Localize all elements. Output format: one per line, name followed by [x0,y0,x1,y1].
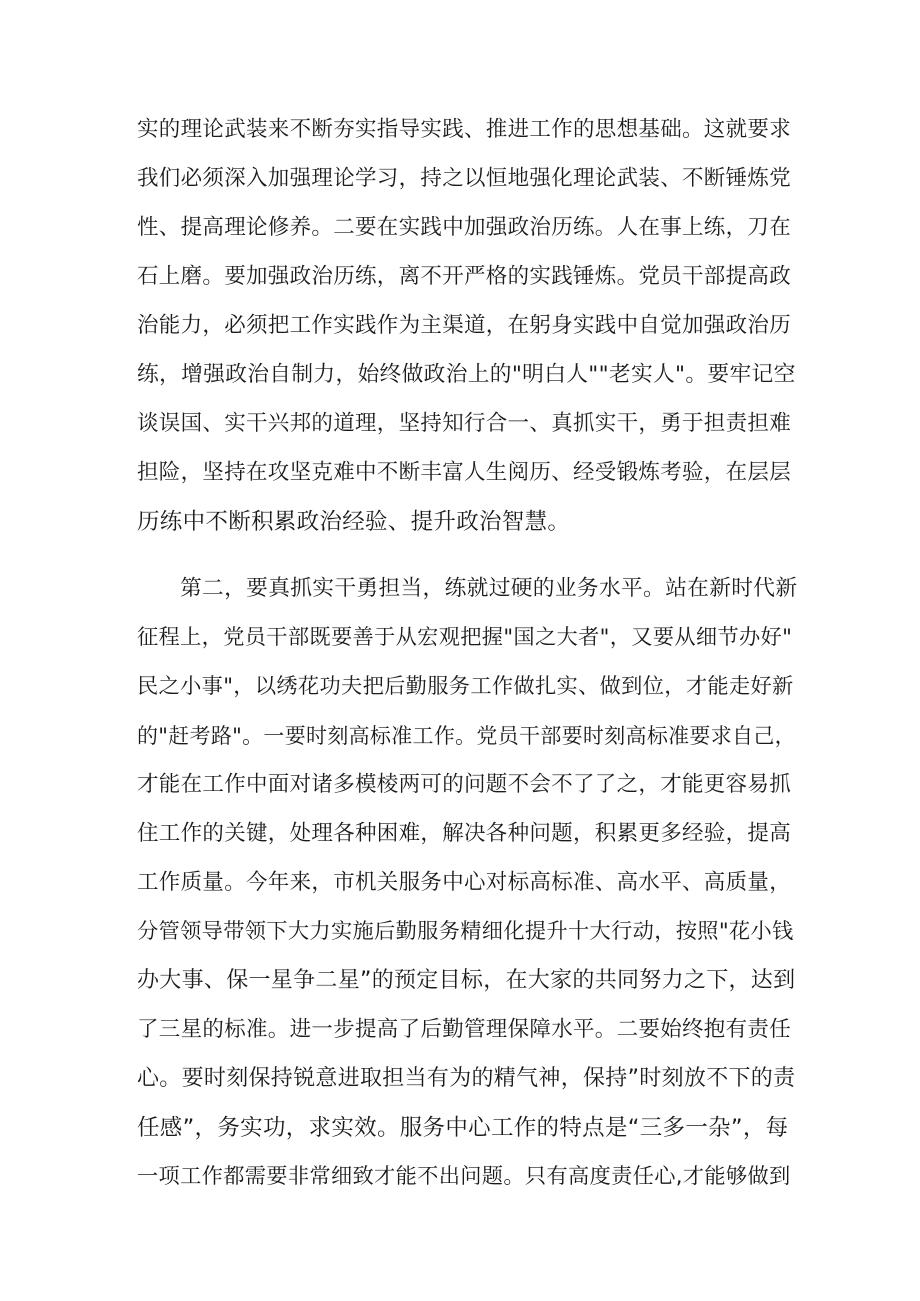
text-line: 性、提高理论修养。二要在实践中加强政治历练。人在事上练，刀在 [137,215,792,240]
text-line: 住工作的关键，处理各种困难，解决各种问题，积累更多经验，提高 [137,821,792,846]
text-line: 任感”，务实功，求实效。服务中心工作的特点是“三多一杂”，每 [137,1115,789,1141]
text-line: 石上磨。要加强政治历练，离不开严格的实践锤炼。党员干部提高政 [137,264,792,289]
text-line: 分管领导带领下大力实施后勤服务精细化提升十大行动，按照"花小钱 [137,919,794,944]
text-line: 练，增强政治自制力，始终做政治上的"明白人""老实人"。要牢记空 [137,362,796,387]
text-line: 工作质量。今年来，市机关服务中心对标高标准、高水平、高质量， [137,870,792,895]
text-line: 我们必须深入加强理论学习，持之以恒地强化理论武装、不断锤炼党 [137,166,792,191]
text-line: 谈误国、实干兴邦的道理，坚持知行合一、真抓实干，勇于担责担难 [137,411,792,436]
text-line: 了三星的标准。进一步提高了后勤管理保障水平。二要始终抱有责任 [137,1017,792,1042]
text-line: 的"赶考路"。一要时刻高标准工作。党员干部要时刻高标准要求自己， [137,724,796,748]
text-line: 治能力，必须把工作实践作为主渠道，在躬身实践中自觉加强政治历 [137,313,792,338]
text-line: 办大事、保一星争二星”的预定目标，在大家的共同努力之下，达到 [137,968,796,993]
text-line: 征程上，党员干部既要善于从宏观把握"国之大者"，又要从细节办好" [137,625,793,650]
text-line: 第二，要真抓实干勇担当，练就过硬的业务水平。站在新时代新 [180,576,798,601]
text-line: 一项工作都需要非常细致才能不出问题。只有高度责任心,才能够做到 [137,1164,791,1189]
text-line: 心。要时刻保持锐意进取担当有为的精气神，保持”时刻放不下的责 [137,1066,796,1091]
text-line: 实的理论武装来不断夯实指导实践、推进工作的思想基础。这就要求 [137,117,792,142]
text-line: 历练中不断积累政治经验、提升政治智慧。 [137,509,571,535]
text-line: 才能在工作中面对诸多模棱两可的问题不会不了了之，才能更容易抓 [137,772,792,797]
text-line: 担险，坚持在攻坚克难中不断丰富人生阅历、经受锻炼考验，在层层 [137,460,792,485]
text-line: 民之小事"，以绣花功夫把后勤服务工作做扎实、做到位，才能走好新 [137,674,794,699]
